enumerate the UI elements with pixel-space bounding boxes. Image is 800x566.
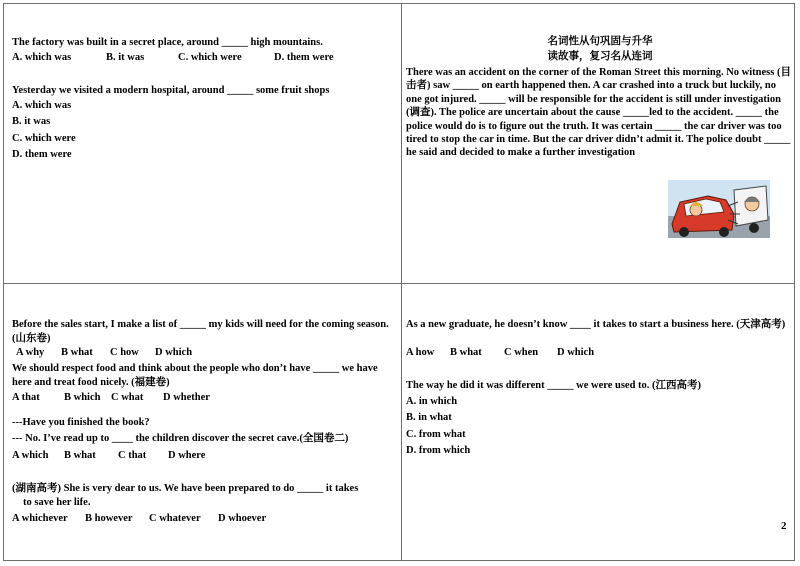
option: B which xyxy=(64,392,101,403)
bl-question-3-line-1: ---Have you finished the book? xyxy=(12,417,150,428)
tl-question-1-options xyxy=(12,51,334,65)
option: A whichever xyxy=(12,513,68,524)
bl-question-4-options xyxy=(12,512,266,526)
option: B. in what xyxy=(406,412,452,424)
option: D. them were xyxy=(274,52,334,63)
horizontal-divider xyxy=(3,283,795,284)
option: B. it was xyxy=(106,52,145,63)
br-question-2-options xyxy=(406,394,470,459)
option: D whoever xyxy=(218,513,267,524)
bl-question-4-line-1: (湖南高考) She is very dear to us. We have been prepared to do _____ it takes xyxy=(12,483,359,494)
option: A. which was xyxy=(12,100,72,111)
option: B. it was xyxy=(12,116,51,128)
option: D which xyxy=(155,347,193,358)
option: C when xyxy=(504,347,539,358)
option: B however xyxy=(85,513,133,524)
bl-question-1-text: Before the sales start, I make a list of _____ my kids will need for the coming season. (山东卷) xyxy=(12,319,389,344)
option: A which xyxy=(12,450,49,461)
option: C that xyxy=(118,450,147,461)
bl-question-2-text: We should respect food and think about the people who don’t have _____ we have here and treat food nicely. (福建卷) xyxy=(12,363,378,388)
tl-question-1-text: The factory was built in a secret place, around _____ high mountains. xyxy=(12,37,323,48)
story-paragraph: There was an accident on the corner of the Roman Street this morning. No witness (目击者) saw _____ on earth happened then. A car crashed into a truck but luckily, no one got injured. _____ will be responsible for the accident is still under investigation (调查). The police are uncertain about the cause _____led to the accident. _____ the police would do is to figure out the truth. It was certain _____ the car driver was too tired to stop the car in time. But the car driver didn’t admit it. The police doubt _____ he said and decided to make a further investigation xyxy=(406,67,791,159)
section-title: 名词性从句巩固与升华 xyxy=(547,36,653,47)
option: D where xyxy=(168,450,206,461)
option: B what xyxy=(61,347,93,358)
br-question-1-text: As a new graduate, he doesn’t know ____ it takes to start a business here. (天津高考) xyxy=(406,319,786,330)
option: D which xyxy=(557,347,595,358)
option: B what xyxy=(64,450,96,461)
option: D. them were xyxy=(12,148,72,160)
option: A why xyxy=(16,347,45,358)
bl-question-3-options xyxy=(12,449,205,463)
option: D. from which xyxy=(406,444,471,456)
page-number: 2 xyxy=(781,520,787,532)
br-question-1-options xyxy=(406,346,594,360)
option: C whatever xyxy=(149,513,201,524)
br-question-2-text: The way he did it was different _____ we were used to. (江西高考) xyxy=(406,380,702,391)
option: C. which were xyxy=(178,52,242,63)
option: C. from what xyxy=(406,428,466,440)
tl-question-2-options xyxy=(12,98,76,163)
option: D whether xyxy=(163,392,210,403)
section-subtitle: 读故事，复习名从连词 xyxy=(547,51,653,62)
vertical-divider xyxy=(401,3,402,561)
option: C. which were xyxy=(12,132,76,144)
option: A that xyxy=(12,392,40,403)
option: A. which was xyxy=(12,52,72,63)
option: B what xyxy=(450,347,482,358)
bl-question-4-line-2: to save her life. xyxy=(23,497,91,508)
bl-question-1-options xyxy=(16,346,192,360)
option: A how xyxy=(406,347,435,358)
car-accident-illustration xyxy=(668,180,770,238)
option: C what xyxy=(111,392,144,403)
bl-question-2-options xyxy=(12,391,210,405)
tl-question-2-text: Yesterday we visited a modern hospital, around _____ some fruit shops xyxy=(12,85,330,96)
option: A. in which xyxy=(406,396,458,407)
bl-question-3-line-2: --- No. I’ve read up to ____ the children discover the secret cave.(全国卷二) xyxy=(12,433,349,444)
option: C how xyxy=(110,347,139,358)
